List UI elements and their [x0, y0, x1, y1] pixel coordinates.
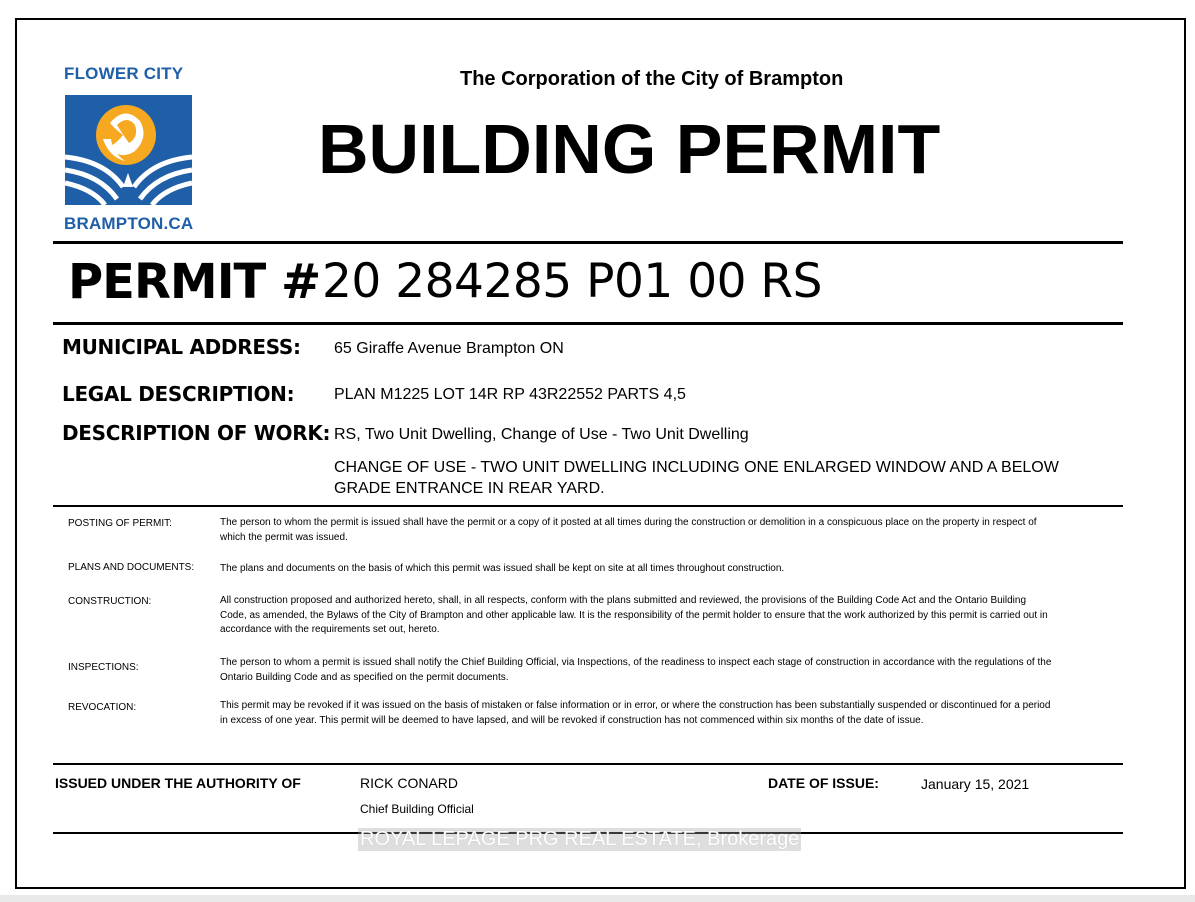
- condition-label-plans: PLANS AND DOCUMENTS:: [68, 562, 195, 573]
- condition-text-revocation: This permit may be revoked if it was issued on the basis of mistaken or false information or in error, or where the construction has been substantially suspended or discontinued for a period in excess of one year. This permit will be deemed to have lapsed, and will be revoked if construction has not commenced within six months of the date of issue.: [220, 700, 1051, 726]
- condition-label-inspections: INSPECTIONS:: [68, 662, 139, 673]
- corporation-name: The Corporation of the City of Brampton: [460, 68, 844, 90]
- issued-authority-label: ISSUED UNDER THE AUTHORITY OF: [55, 775, 301, 791]
- condition-text-posting: The person to whom the permit is issued shall have the permit or a copy of it posted at all times during the construction or demolition in a conspicuous place on the property in respect of which the permit was issued.: [220, 517, 1037, 543]
- bottom-strip: [0, 895, 1195, 902]
- condition-text-plans: The plans and documents on the basis of which this permit was issued shall be kept on site at all times throughout construction.: [220, 563, 785, 574]
- condition-label-posting: POSTING OF PERMIT:: [68, 518, 172, 529]
- municipal-address-label: MUNICIPAL ADDRESS:: [62, 335, 301, 359]
- description-of-work-detail: CHANGE OF USE - TWO UNIT DWELLING INCLUDING ONE ENLARGED WINDOW AND A BELOW GRADE ENTRANCE IN REAR YARD.: [334, 459, 1059, 497]
- permit-label: PERMIT #: [68, 254, 321, 310]
- date-of-issue-value: January 15, 2021: [921, 776, 1030, 792]
- legal-description-value: PLAN M1225 LOT 14R RP 43R22552 PARTS 4,5: [334, 386, 686, 403]
- divider: [53, 763, 1123, 765]
- permit-number: 20 284285 P01 00 RS: [322, 254, 822, 309]
- divider: [53, 505, 1123, 507]
- condition-label-construction: CONSTRUCTION:: [68, 596, 152, 607]
- divider: [53, 241, 1123, 244]
- description-of-work-label: DESCRIPTION OF WORK:: [62, 421, 331, 445]
- condition-text-construction: All construction proposed and authorized hereto, shall, in all respects, conform with the plans submitted and reviewed, the provisions of the Building Code Act and the Ontario Building Code, as amended, the Bylaws of the City of Brampton and other applicable law. It is the responsibility of the permit holder to ensure that the work authorized by this permit is carried out in accordance with the requirements set out, hereto.: [220, 595, 1048, 635]
- logo-bottom-text: BRAMPTON.CA: [64, 214, 194, 233]
- condition-label-revocation: REVOCATION:: [68, 702, 137, 713]
- municipal-address-value: 65 Giraffe Avenue Brampton ON: [334, 340, 564, 357]
- rose-logo-icon: [65, 95, 192, 205]
- official-name: RICK CONARD: [360, 775, 459, 791]
- date-of-issue-label: DATE OF ISSUE:: [768, 775, 879, 791]
- description-of-work-value: RS, Two Unit Dwelling, Change of Use - Two Unit Dwelling: [334, 426, 749, 443]
- legal-description-label: LEGAL DESCRIPTION:: [62, 382, 295, 406]
- condition-text-inspections: The person to whom a permit is issued shall notify the Chief Building Official, via Inspections, of the readiness to inspect each stage of construction in accordance with the regulations of the Ontario Building Code and as specified on the permit documents.: [220, 657, 1052, 683]
- divider: [53, 322, 1123, 325]
- watermark: ROYAL LEPAGE PRG REAL ESTATE, Brokerage: [360, 828, 800, 850]
- logo-top-text: FLOWER CITY: [64, 64, 184, 83]
- page-title: BUILDING PERMIT: [318, 110, 941, 188]
- official-title: Chief Building Official: [360, 802, 474, 816]
